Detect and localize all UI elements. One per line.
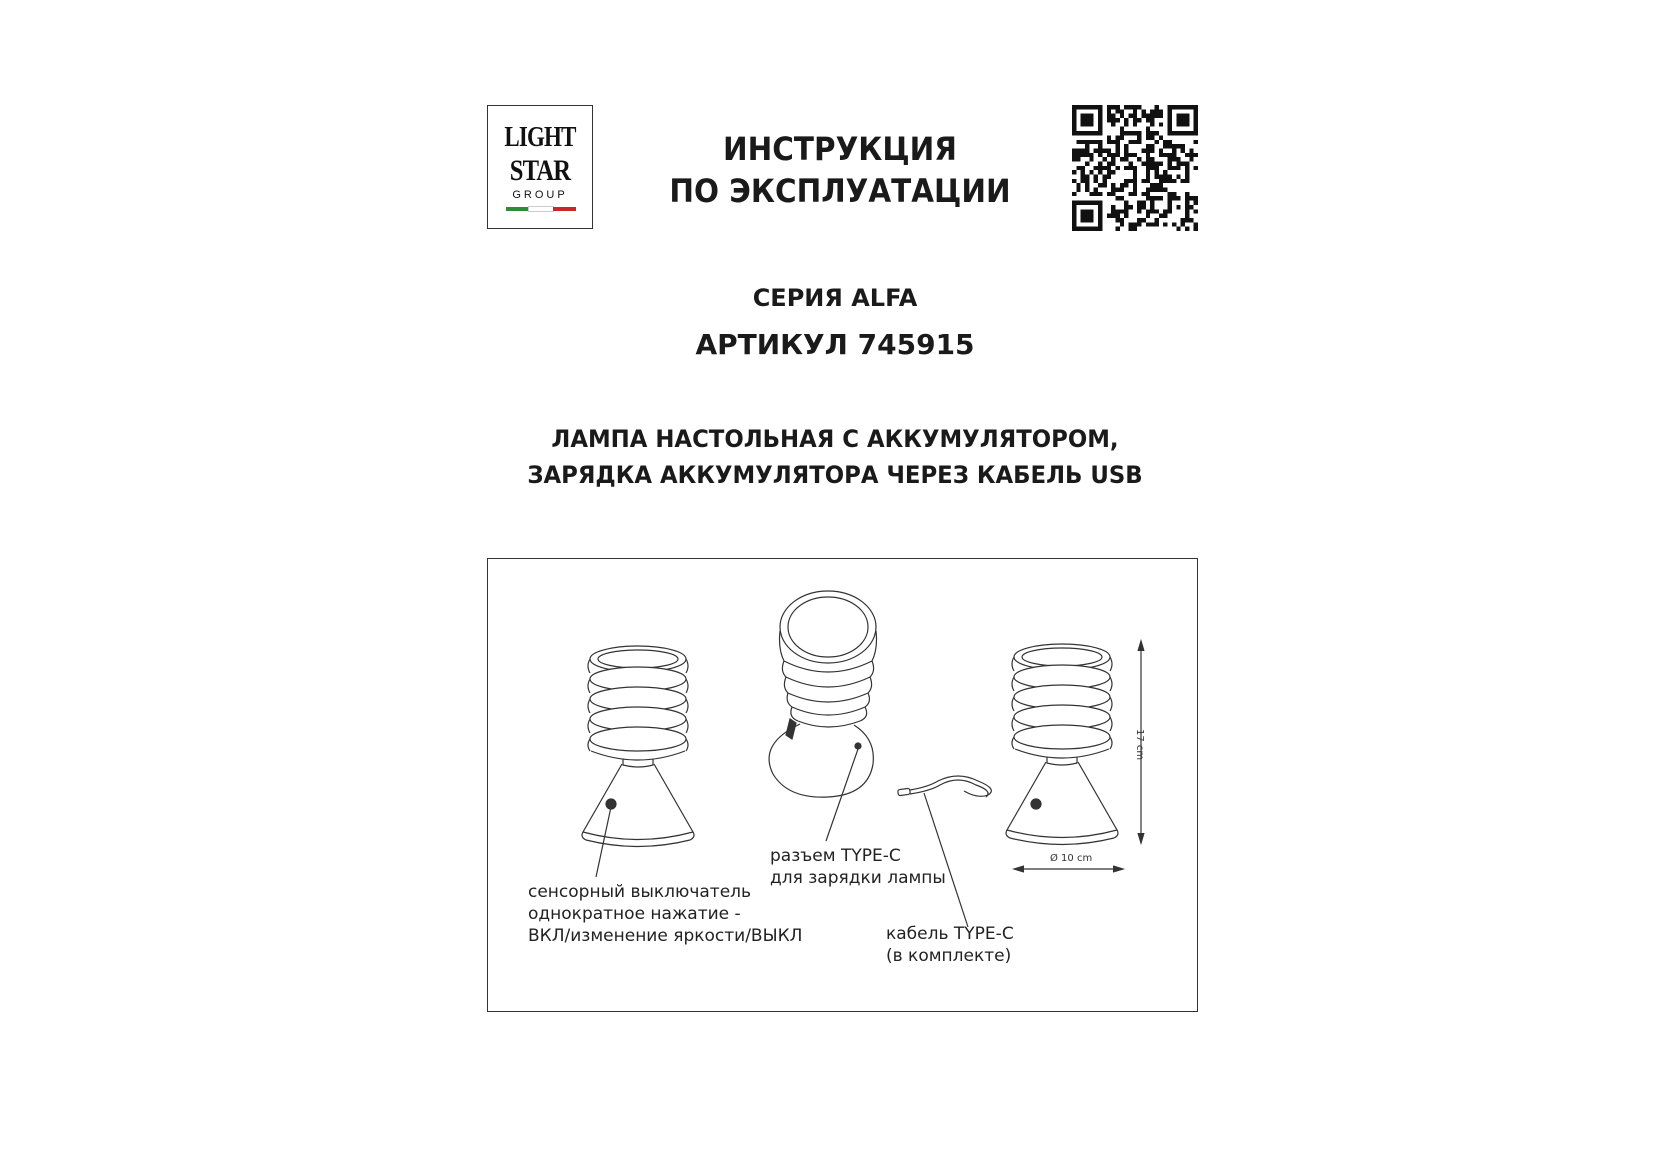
title-line-1: ИНСТРУКЦИЯ [723, 130, 957, 168]
lamp-dimension-view [1006, 644, 1118, 845]
italian-flag-stripe [506, 207, 576, 211]
logo-line-star: STAR [509, 154, 571, 187]
height-dimension-label: 17 cm [1134, 729, 1145, 761]
charging-port-label [770, 845, 946, 889]
qr-code-icon [1072, 105, 1198, 231]
description-line-1: ЛАМПА НАСТОЛЬНАЯ С АККУМУЛЯТОРОМ, [551, 425, 1119, 453]
document-title [656, 128, 1024, 212]
series-name: СЕРИЯ ALFA [752, 284, 918, 312]
touch-switch-label [528, 881, 802, 947]
port-label-line-1: разъем TYPE-C [770, 846, 901, 866]
flag-white [529, 207, 552, 211]
lamp-tilted-view [769, 591, 876, 797]
product-description [0, 421, 1670, 493]
flag-green [506, 207, 529, 211]
article-number: АРТИКУЛ 745915 [695, 328, 975, 361]
logo-line-light: LIGHT [504, 122, 576, 153]
diameter-dimension-label: Ø 10 cm [1050, 853, 1093, 864]
usb-cable-drawing [898, 776, 992, 797]
brand-logo [487, 105, 593, 229]
port-label-line-2: для зарядки лампы [770, 868, 946, 888]
logo-line-group: GROUP [512, 189, 568, 201]
switch-label-line-2: однократное нажатие - [528, 904, 741, 924]
product-diagram [487, 558, 1198, 1012]
switch-label-line-1: сенсорный выключатель [528, 882, 752, 902]
flag-red [553, 207, 576, 211]
description-line-2: ЗАРЯДКА АККУМУЛЯТОРА ЧЕРЕЗ КАБЕЛЬ USB [527, 461, 1143, 489]
lamp-front-view [582, 646, 694, 847]
cable-label-line-1: кабель TYPE-C [886, 924, 1014, 944]
cable-label [886, 923, 1014, 967]
title-line-2: ПО ЭКСПЛУАТАЦИИ [669, 172, 1011, 210]
cable-label-line-2: (в комплекте) [886, 946, 1012, 966]
switch-label-line-3: ВКЛ/изменение яркости/ВЫКЛ [528, 926, 803, 946]
